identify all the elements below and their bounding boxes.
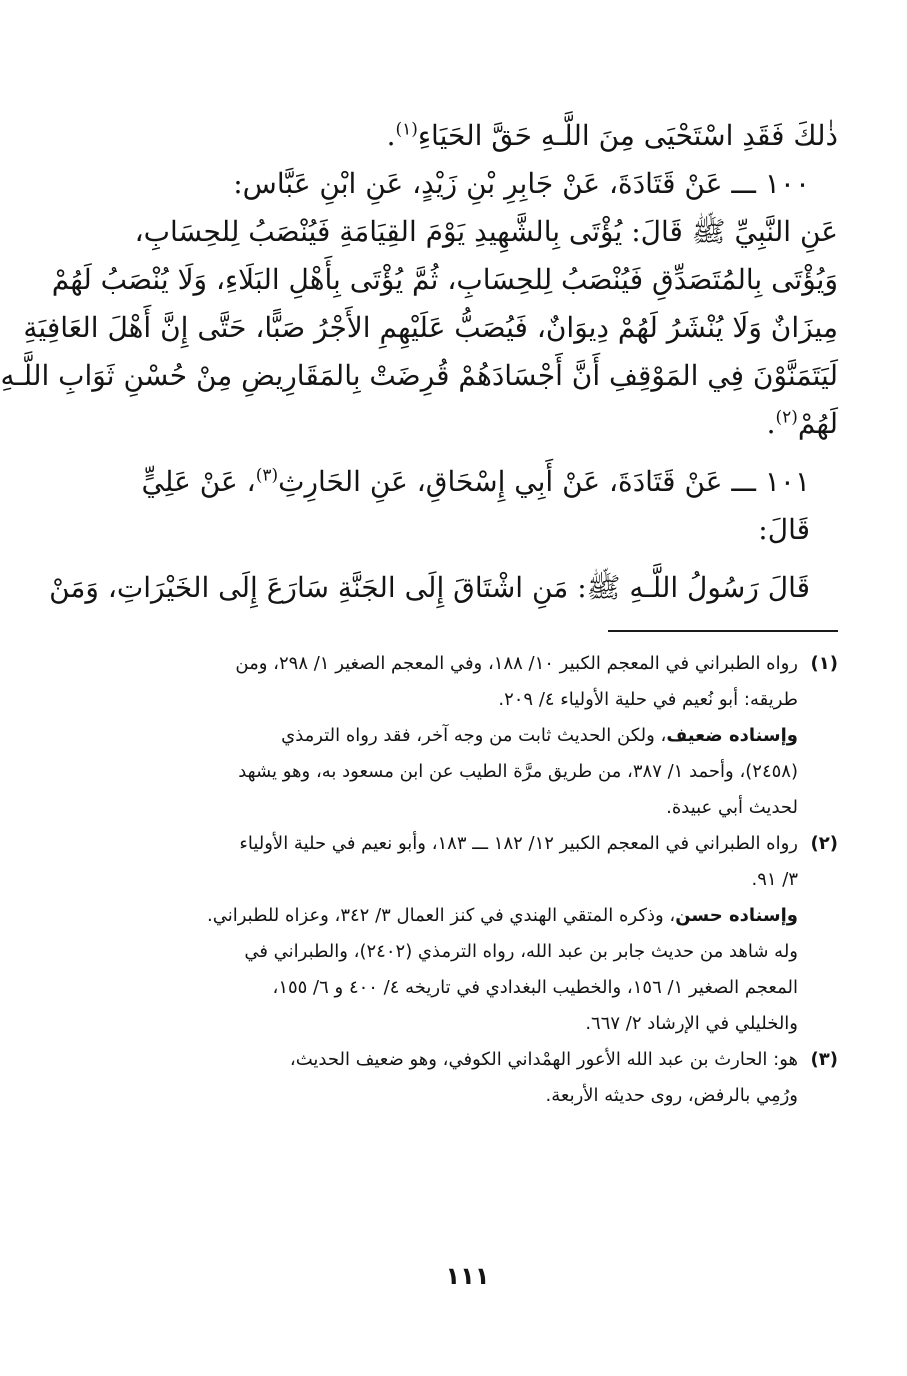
main-text: [0, 112, 838, 612]
period: .: [386, 119, 396, 152]
hadith-100-isnad: [98, 160, 838, 208]
text-line: ١٠٠ ـــ عَنْ قَتَادَةَ، عَنْ جَابِرِ بْنِ زَيْدٍ، عَنِ ابْنِ عَبَّاس:: [233, 167, 810, 200]
footnote-ref-3[interactable]: (٣): [255, 465, 279, 486]
text-line: ذٰلكَ فَقَدِ اسْتَحْيَى مِنَ اللَّـهِ حَقَّ الحَيَاءِ: [417, 119, 838, 152]
hadith-101-matn: [49, 564, 838, 612]
text-line: قَالَ رَسُولُ اللَّـهِ ﷺ: مَنِ اشْتَاقَ إِلَى الجَنَّةِ سَارَعَ إِلَى الخَيْرَاتِ، وَمَنْ: [49, 571, 810, 604]
footnote-line: ورُمِي بالرفض، روى حديثه الأربعة.: [545, 1085, 798, 1106]
footnote-line: المعجم الصغير ١/ ١٥٦، والخطيب البغدادي في تاريخه ٤/ ٤٠٠ و ٦/ ١٥٥،: [272, 977, 798, 998]
hadith-101-isnad: [98, 458, 838, 554]
footnote-grade: وإسناده ضعيف: [666, 725, 798, 746]
text-line: مِيزَانٌ وَلَا يُنْشَرُ لَهُمْ دِيوَانٌ، فَيُصَبُّ عَلَيْهِمِ الأَجْرُ صَبًّا، حَتَّى إِنَّ أَهْلَ العَافِيَةِ: [23, 311, 838, 344]
footnote-2: [98, 826, 838, 898]
text-line: ، عَنْ عَلِيٍّ: [141, 465, 256, 498]
text-line: لَيَتَمَنَّوْنَ فِي المَوْقِفِ أَنَّ أَجْسَادَهُمْ قُرِضَتْ بِالمَقَارِيضِ مِنْ حُسْنِ ثَوَابِ اللَّـهِ: [0, 359, 838, 392]
footnote-line: وله شاهد من حديث جابر بن عبد الله، رواه الترمذي (٢٤٠٢)، والطبراني في: [244, 941, 798, 962]
footnote-ref-2[interactable]: (٢): [775, 407, 798, 428]
footnote-line: ، ولكن الحديث ثابت من وجه آخر، فقد رواه الترمذي: [281, 725, 667, 746]
period: .: [766, 407, 776, 440]
footnote-line: هو: الحارث بن عبد الله الأعور الهمْداني الكوفي، وهو ضعيف الحديث،: [289, 1049, 798, 1070]
page-number: ١١١: [445, 1262, 490, 1290]
text-line: عَنِ النَّبِيِّ ﷺ قَالَ: يُؤْتَى بِالشَّهِيدِ يَوْمَ القِيَامَةِ فَيُنْصَبُ لِلحِسَابِ،: [134, 215, 838, 248]
footnote-1-continuation: [98, 718, 838, 826]
footnote-1: [98, 646, 838, 718]
footnote-line: والخليلي في الإرشاد ٢/ ٦٦٧.: [585, 1013, 798, 1034]
footnote-divider: [608, 630, 838, 632]
text-line: ١٠١ ـــ عَنْ قَتَادَةَ، عَنْ أَبِي إِسْحَاقِ، عَنِ الحَارِثِ: [278, 465, 810, 498]
footnote-ref-1[interactable]: (١): [395, 119, 418, 140]
text-line: قَالَ:: [758, 513, 810, 546]
footnote-line: (٢٤٥٨)، وأحمد ١/ ٣٨٧، من طريق مرَّة الطيب عن ابن مسعود به، وهو يشهد: [238, 761, 798, 782]
footnote-grade: وإسناده حسن: [675, 905, 798, 926]
hadith-100-matn: [0, 208, 838, 448]
footnote-mark: (٣): [810, 1049, 838, 1070]
footnote-line: لحديث أبي عبيدة.: [666, 797, 798, 818]
footnote-line: رواه الطبراني في المعجم الكبير ١٠/ ١٨٨، وفي المعجم الصغير ١/ ٢٩٨، ومن: [235, 653, 798, 674]
footnote-line: ٣/ ٩١.: [751, 869, 798, 890]
text-line: وَيُؤْتَى بِالمُتَصَدِّقِ فَيُنْصَبُ لِلحِسَابِ، ثُمَّ يُؤْتَى بِأَهْلِ البَلَاءِ، وَلَا يُنْصَبُ لَهُمْ: [51, 263, 838, 296]
footnote-mark: (٢): [810, 833, 838, 854]
paragraph-intro-end: [98, 112, 838, 160]
footnote-line: طريقه: أبو نُعيم في حلية الأولياء ٤/ ٢٠٩.: [498, 689, 798, 710]
text-line: لَهُمْ: [797, 407, 838, 440]
footnote-2-continuation: [98, 898, 838, 1042]
footnote-3: [98, 1042, 838, 1114]
footnote-mark: (١): [810, 653, 838, 674]
footnotes: [98, 646, 838, 1114]
footnote-line: ، وذكره المتقي الهندي في كنز العمال ٣/ ٣٤٢، وعزاه للطبراني.: [206, 905, 676, 926]
footnote-line: رواه الطبراني في المعجم الكبير ١٢/ ١٨٢ ـــ ١٨٣، وأبو نعيم في حلية الأولياء: [239, 833, 798, 854]
book-page: [0, 112, 838, 1114]
